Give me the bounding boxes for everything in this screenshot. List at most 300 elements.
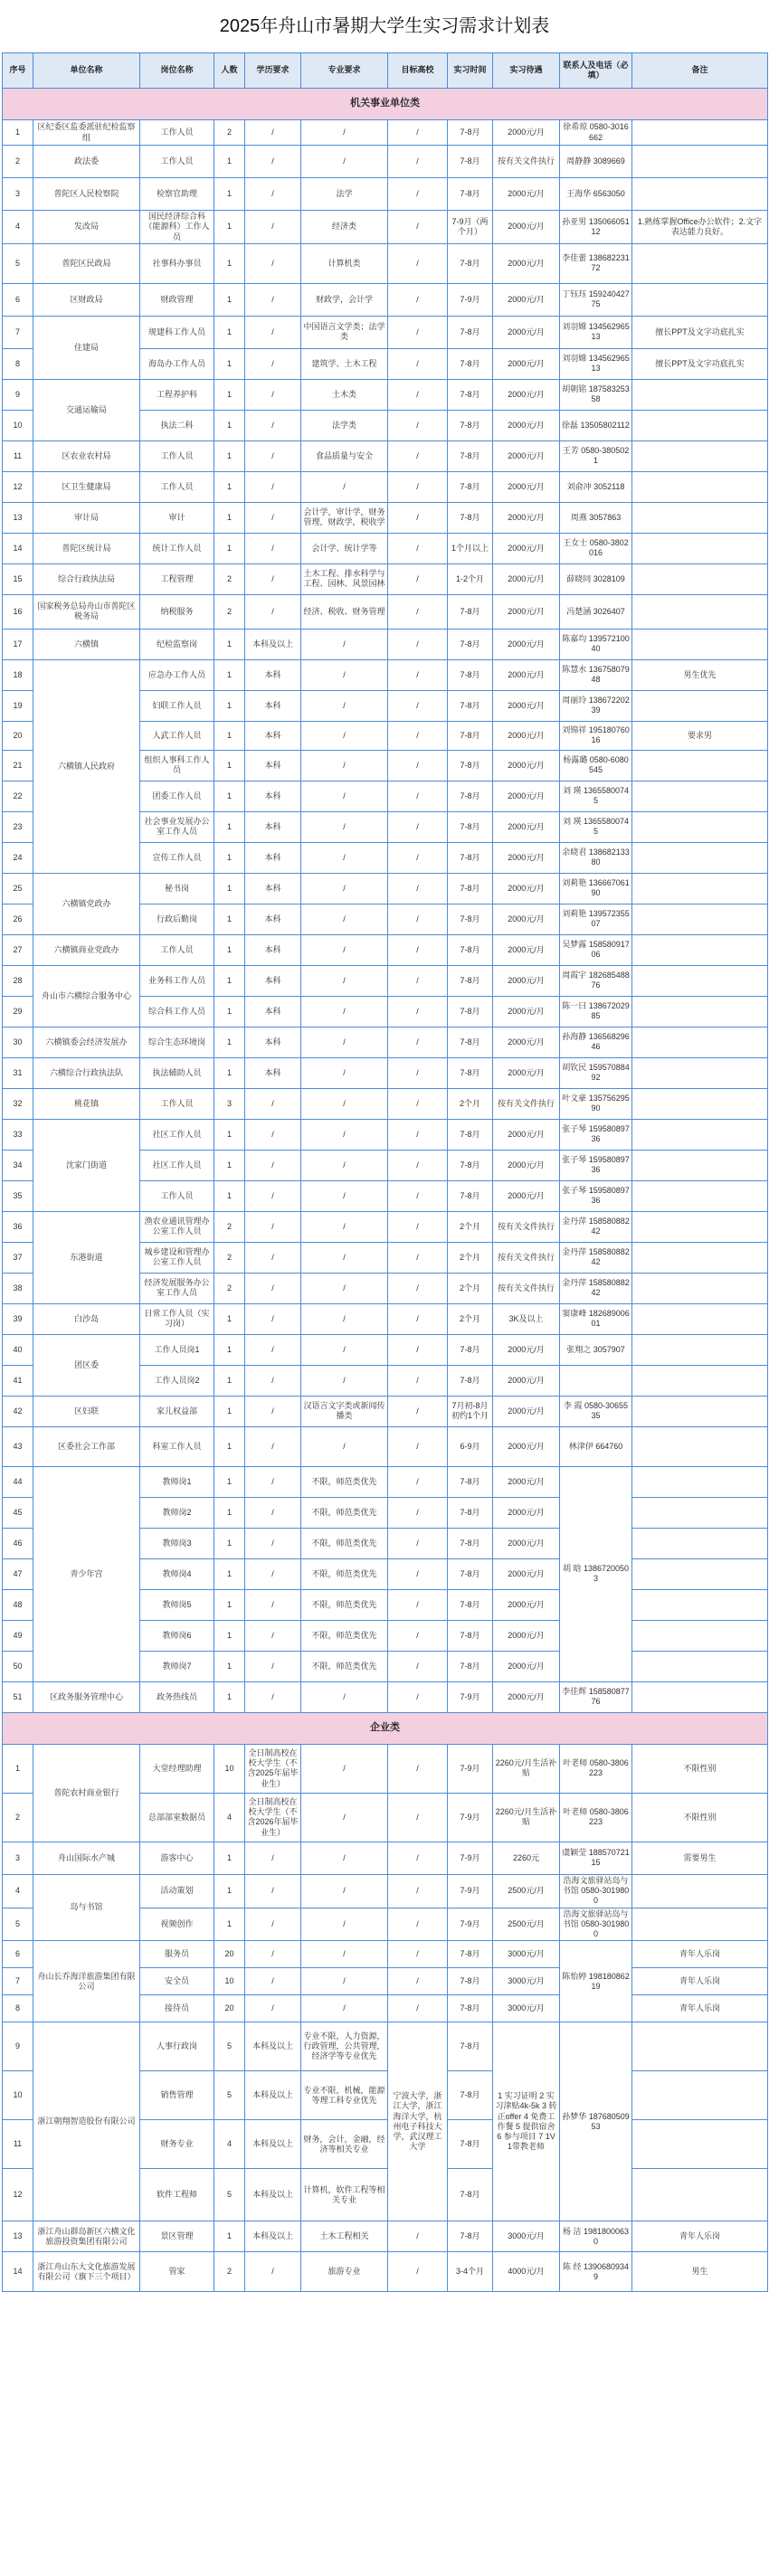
cell-education: / (245, 146, 301, 178)
cell-school: / (388, 1027, 448, 1057)
cell-major: 不限，师范类优先 (301, 1558, 388, 1589)
cell-school: / (388, 1365, 448, 1396)
cell-count: 1 (214, 1466, 245, 1497)
cell-contact: 王海华 6563050 (560, 178, 632, 211)
cell-count: 1 (214, 721, 245, 750)
cell-index: 10 (3, 2071, 33, 2120)
cell-contact: 陈嘉均 13957210040 (560, 629, 632, 659)
cell-school: / (388, 211, 448, 244)
cell-contact: 虞颖莹 18857072115 (560, 1842, 632, 1874)
cell-period: 7-8月 (448, 1466, 493, 1497)
cell-pay: 2000元/月 (493, 379, 560, 410)
cell-period: 7-9月（两个月） (448, 211, 493, 244)
header-cell: 目标高校 (388, 53, 448, 89)
cell-pay: 2000元/月 (493, 1589, 560, 1620)
cell-note: 青年人乐岗 (632, 1968, 768, 1995)
cell-note: 要求男 (632, 721, 768, 750)
cell-school: / (388, 316, 448, 348)
cell-major: / (301, 1426, 388, 1466)
cell-position: 总部部室数据员 (140, 1793, 214, 1842)
cell-contact: 胡朝铭 18758325358 (560, 379, 632, 410)
cell-major: / (301, 1908, 388, 1941)
cell-count: 1 (214, 1426, 245, 1466)
cell-position: 财政管理 (140, 283, 214, 316)
cell-position: 业务科工作人员 (140, 965, 214, 996)
cell-pay: 2000元/月 (493, 1681, 560, 1712)
cell-unit: 沈家门街道 (33, 1119, 140, 1211)
cell-pay: 2000元/月 (493, 316, 560, 348)
cell-period: 7-8月 (448, 1941, 493, 1968)
cell-major: / (301, 1057, 388, 1088)
cell-period: 7-9月 (448, 1793, 493, 1842)
cell-education: / (245, 1558, 301, 1589)
cell-school: / (388, 533, 448, 564)
cell-contact: 张翔之 3057907 (560, 1334, 632, 1365)
cell-count: 4 (214, 1793, 245, 1842)
cell-pay: 2000元/月 (493, 965, 560, 996)
cell-contact: 浩海文旅驿站岛与书馆 0580-3019800 (560, 1908, 632, 1941)
cell-note (632, 1273, 768, 1303)
cell-education: 本科 (245, 721, 301, 750)
cell-pay: 按有关文件执行 (493, 146, 560, 178)
cell-contact: 周燕 3057863 (560, 502, 632, 533)
cell-unit: 六横镇 (33, 629, 140, 659)
cell-education: / (245, 1995, 301, 2022)
cell-pay: 2000元/月 (493, 594, 560, 629)
cell-count: 4 (214, 2120, 245, 2169)
cell-contact (560, 1365, 632, 1396)
cell-position: 人武工作人员 (140, 721, 214, 750)
cell-major: 土木工程、排水科学与工程、园林、风景园林 (301, 564, 388, 594)
header-cell: 备注 (632, 53, 768, 89)
cell-note: 1.熟练掌握Office办公软件；2.文字表达能力良好。 (632, 211, 768, 244)
cell-index: 9 (3, 379, 33, 410)
cell-school: / (388, 781, 448, 811)
cell-note (632, 934, 768, 965)
cell-unit: 桃花镇 (33, 1088, 140, 1119)
cell-count: 2 (214, 1273, 245, 1303)
cell-position: 游客中心 (140, 1842, 214, 1874)
cell-contact: 杨 洁 19818000630 (560, 2221, 632, 2252)
cell-major: 财政学，会计学 (301, 283, 388, 316)
cell-education: 本科 (245, 873, 301, 904)
table-row (3, 1941, 768, 1968)
cell-index: 21 (3, 750, 33, 781)
cell-education: / (245, 1842, 301, 1874)
cell-note: 擅长PPT及文字功底扎实 (632, 348, 768, 379)
cell-education: / (245, 120, 301, 146)
cell-pay: 3K及以上 (493, 1303, 560, 1334)
cell-period: 2个月 (448, 1088, 493, 1119)
cell-index: 24 (3, 842, 33, 873)
cell-position: 教师岗4 (140, 1558, 214, 1589)
cell-position: 行政后勤岗 (140, 904, 214, 934)
cell-period: 7-8月 (448, 1995, 493, 2022)
cell-major: / (301, 934, 388, 965)
cell-education: 本科及以上 (245, 2120, 301, 2169)
cell-position: 社事科办事员 (140, 243, 214, 283)
cell-index: 12 (3, 2169, 33, 2221)
cell-count: 1 (214, 1528, 245, 1558)
cell-major: / (301, 1180, 388, 1211)
cell-position: 教师岗7 (140, 1651, 214, 1681)
cell-count: 2 (214, 594, 245, 629)
cell-position: 纪检监察岗 (140, 629, 214, 659)
cell-education: / (245, 2252, 301, 2292)
cell-unit: 普陀农村商业银行 (33, 1744, 140, 1842)
cell-note (632, 471, 768, 502)
cell-note: 青年人乐岗 (632, 1995, 768, 2022)
cell-school: / (388, 1995, 448, 2022)
cell-count: 1 (214, 410, 245, 440)
cell-pay: 1 实习证明 2 实习津贴4k-5k 3 转正offer 4 免费工作餐 5 提供宿舍 6 参与项目 7 1V1带教老师 (493, 2022, 560, 2221)
cell-note (632, 1119, 768, 1150)
cell-position: 安全员 (140, 1968, 214, 1995)
cell-index: 2 (3, 146, 33, 178)
cell-position: 教师岗3 (140, 1528, 214, 1558)
cell-period: 7-9月 (448, 1681, 493, 1712)
header-cell: 专业要求 (301, 53, 388, 89)
cell-count: 1 (214, 283, 245, 316)
cell-pay: 2000元/月 (493, 410, 560, 440)
cell-unit: 六横镇商业党政办 (33, 934, 140, 965)
cell-position: 应急办工作人员 (140, 659, 214, 690)
cell-major: 不限，师范类优先 (301, 1651, 388, 1681)
cell-education: / (245, 1150, 301, 1180)
cell-count: 1 (214, 178, 245, 211)
cell-unit: 六横综合行政执法队 (33, 1057, 140, 1088)
cell-index: 14 (3, 533, 33, 564)
cell-major: 食品质量与安全 (301, 440, 388, 471)
cell-position: 执法二科 (140, 410, 214, 440)
cell-school: / (388, 146, 448, 178)
cell-index: 38 (3, 1273, 33, 1303)
cell-position: 组织人事科工作人员 (140, 750, 214, 781)
cell-note (632, 120, 768, 146)
table-row (3, 2252, 768, 2292)
cell-pay: 2000元/月 (493, 659, 560, 690)
cell-education: / (245, 283, 301, 316)
cell-major: / (301, 1088, 388, 1119)
cell-count: 2 (214, 564, 245, 594)
cell-education: 本科 (245, 996, 301, 1027)
cell-index: 44 (3, 1466, 33, 1497)
cell-index: 37 (3, 1242, 33, 1273)
cell-school: / (388, 120, 448, 146)
cell-unit: 岛与书馆 (33, 1874, 140, 1941)
cell-pay: 2000元/月 (493, 1334, 560, 1365)
cell-note (632, 1242, 768, 1273)
cell-period: 7-8月 (448, 1968, 493, 1995)
cell-pay: 2000元/月 (493, 750, 560, 781)
cell-position: 工作人员 (140, 934, 214, 965)
cell-major: 计算机类 (301, 243, 388, 283)
cell-note (632, 1027, 768, 1057)
cell-school: / (388, 1528, 448, 1558)
section-title: 机关事业单位类 (3, 89, 768, 120)
cell-index: 49 (3, 1620, 33, 1651)
cell-unit: 舟山市六横综合服务中心 (33, 965, 140, 1027)
cell-major: / (301, 1242, 388, 1273)
cell-major: / (301, 1119, 388, 1150)
cell-period: 7-8月 (448, 1334, 493, 1365)
cell-count: 1 (214, 1842, 245, 1874)
cell-count: 1 (214, 1558, 245, 1589)
cell-school: / (388, 243, 448, 283)
cell-school: / (388, 1303, 448, 1334)
cell-major: 会计学，审计学，财务管理，财政学，税收学 (301, 502, 388, 533)
cell-index: 30 (3, 1027, 33, 1057)
cell-index: 4 (3, 1874, 33, 1908)
cell-index: 29 (3, 996, 33, 1027)
cell-major: / (301, 471, 388, 502)
cell-pay: 2000元/月 (493, 629, 560, 659)
cell-period: 7-8月 (448, 1651, 493, 1681)
cell-index: 45 (3, 1497, 33, 1528)
cell-major: 汉语言文字类或新闻传播类 (301, 1396, 388, 1426)
cell-count: 20 (214, 1995, 245, 2022)
cell-unit: 白沙岛 (33, 1303, 140, 1334)
table-row (3, 934, 768, 965)
cell-position: 社区工作人员 (140, 1150, 214, 1180)
cell-period: 7-9月 (448, 1744, 493, 1793)
cell-pay: 2000元/月 (493, 690, 560, 721)
cell-unit: 青少年宫 (33, 1466, 140, 1681)
cell-note (632, 842, 768, 873)
cell-unit: 六横镇人民政府 (33, 659, 140, 873)
cell-index: 22 (3, 781, 33, 811)
cell-index: 2 (3, 1793, 33, 1842)
cell-count: 1 (214, 1150, 245, 1180)
cell-period: 7-8月 (448, 243, 493, 283)
cell-unit: 六横镇党政办 (33, 873, 140, 934)
cell-pay: 2000元/月 (493, 211, 560, 244)
cell-count: 1 (214, 1497, 245, 1528)
cell-period: 7-8月 (448, 1497, 493, 1528)
cell-index: 8 (3, 1995, 33, 2022)
cell-major: / (301, 721, 388, 750)
cell-note (632, 1180, 768, 1211)
cell-school: / (388, 1396, 448, 1426)
cell-school: / (388, 1744, 448, 1793)
table-body (3, 89, 768, 2292)
cell-index: 20 (3, 721, 33, 750)
cell-education: / (245, 178, 301, 211)
table-row (3, 120, 768, 146)
cell-pay: 2000元/月 (493, 1497, 560, 1528)
header-cell: 联系人及电话（必填） (560, 53, 632, 89)
cell-school: / (388, 1180, 448, 1211)
cell-count: 1 (214, 934, 245, 965)
cell-major: / (301, 904, 388, 934)
cell-pay: 2000元/月 (493, 811, 560, 842)
cell-period: 1个月以上 (448, 533, 493, 564)
cell-position: 财务专业 (140, 2120, 214, 2169)
cell-school: / (388, 178, 448, 211)
cell-index: 9 (3, 2022, 33, 2071)
table-row (3, 629, 768, 659)
cell-index: 27 (3, 934, 33, 965)
header-cell: 学历要求 (245, 53, 301, 89)
cell-education: / (245, 211, 301, 244)
cell-school: / (388, 1273, 448, 1303)
internship-table (2, 52, 768, 2292)
cell-note (632, 502, 768, 533)
cell-education: / (245, 1119, 301, 1150)
cell-note (632, 1620, 768, 1651)
cell-index: 32 (3, 1088, 33, 1119)
cell-major: / (301, 1150, 388, 1180)
cell-count: 1 (214, 533, 245, 564)
cell-major: 专业不限，机械，能源等理工科专业优先 (301, 2071, 388, 2120)
cell-index: 46 (3, 1528, 33, 1558)
cell-unit: 区财政局 (33, 283, 140, 316)
cell-major: / (301, 1744, 388, 1793)
cell-major: 旅游专业 (301, 2252, 388, 2292)
table-row (3, 178, 768, 211)
cell-position: 接待员 (140, 1995, 214, 2022)
cell-school: / (388, 1620, 448, 1651)
cell-period: 7-8月 (448, 1180, 493, 1211)
cell-pay: 2000元/月 (493, 471, 560, 502)
cell-period: 2个月 (448, 1242, 493, 1273)
cell-period: 7-8月 (448, 721, 493, 750)
cell-note (632, 750, 768, 781)
cell-contact: 刘羽嫦 13456296513 (560, 348, 632, 379)
cell-school: / (388, 750, 448, 781)
cell-education: / (245, 1941, 301, 1968)
cell-education: / (245, 1497, 301, 1528)
cell-index: 33 (3, 1119, 33, 1150)
cell-count: 1 (214, 629, 245, 659)
cell-pay: 4000元/月 (493, 2252, 560, 2292)
cell-count: 1 (214, 1119, 245, 1150)
cell-unit: 普陀区人民检察院 (33, 178, 140, 211)
cell-education: / (245, 1968, 301, 1995)
cell-note: 青年人乐岗 (632, 2221, 768, 2252)
cell-count: 1 (214, 1396, 245, 1426)
cell-school: / (388, 410, 448, 440)
cell-contact: 陈一曰 13867202985 (560, 996, 632, 1027)
cell-position: 审计 (140, 502, 214, 533)
cell-index: 4 (3, 211, 33, 244)
cell-note (632, 1303, 768, 1334)
cell-contact: 周霞宇 18268548876 (560, 965, 632, 996)
cell-pay: 3000元/月 (493, 1941, 560, 1968)
cell-period: 7-8月 (448, 471, 493, 502)
cell-education: 本科 (245, 1057, 301, 1088)
cell-major: 不限，师范类优先 (301, 1466, 388, 1497)
cell-count: 2 (214, 120, 245, 146)
cell-education: 全日制高校在校大学生（不含2026年届毕业生） (245, 1793, 301, 1842)
cell-unit: 浙江舟山群岛新区六横文化旅游投资集团有限公司 (33, 2221, 140, 2252)
cell-period: 7-8月 (448, 502, 493, 533)
cell-period: 7-8月 (448, 996, 493, 1027)
cell-major: / (301, 1365, 388, 1396)
cell-count: 3 (214, 1088, 245, 1119)
cell-school: / (388, 1681, 448, 1712)
cell-school: / (388, 1466, 448, 1497)
cell-period: 7月初-8月初约1个月 (448, 1396, 493, 1426)
cell-period: 2个月 (448, 1303, 493, 1334)
cell-pay: 2000元/月 (493, 533, 560, 564)
cell-major: / (301, 1681, 388, 1712)
cell-count: 2 (214, 1211, 245, 1242)
cell-education: / (245, 1651, 301, 1681)
cell-position: 教师岗5 (140, 1589, 214, 1620)
cell-school: / (388, 471, 448, 502)
cell-note (632, 629, 768, 659)
cell-count: 1 (214, 1303, 245, 1334)
cell-unit: 区政务服务管理中心 (33, 1681, 140, 1712)
cell-pay: 2260元/月生活补贴 (493, 1744, 560, 1793)
cell-note (632, 533, 768, 564)
cell-contact: 李佳辉 15858087776 (560, 1681, 632, 1712)
cell-count: 10 (214, 1744, 245, 1793)
cell-major: / (301, 1334, 388, 1365)
cell-education: / (245, 1620, 301, 1651)
table-row (3, 1842, 768, 1874)
cell-contact: 林津伊 664760 (560, 1426, 632, 1466)
cell-unit: 六横镇委会经济发展办 (33, 1027, 140, 1057)
cell-school: / (388, 1589, 448, 1620)
cell-school: / (388, 1874, 448, 1908)
cell-school: / (388, 629, 448, 659)
cell-major: / (301, 1273, 388, 1303)
cell-note (632, 564, 768, 594)
cell-index: 25 (3, 873, 33, 904)
cell-major: 会计学、统计学等 (301, 533, 388, 564)
cell-position: 规建科工作人员 (140, 316, 214, 348)
table-row (3, 1334, 768, 1365)
cell-unit: 住建局 (33, 316, 140, 379)
cell-education: 本科 (245, 659, 301, 690)
cell-note (632, 146, 768, 178)
cell-contact: 徐希琼 0580-3016662 (560, 120, 632, 146)
cell-education: / (245, 1088, 301, 1119)
cell-period: 7-8月 (448, 1150, 493, 1180)
cell-period: 7-8月 (448, 690, 493, 721)
section-header (3, 1712, 768, 1744)
cell-period: 7-8月 (448, 1620, 493, 1651)
cell-note (632, 1558, 768, 1589)
cell-count: 1 (214, 750, 245, 781)
cell-index: 7 (3, 1968, 33, 1995)
cell-note: 男生 (632, 2252, 768, 2292)
cell-education: / (245, 533, 301, 564)
cell-contact: 刘 瑛 13655800745 (560, 781, 632, 811)
cell-contact: 李 霞 0580-3065535 (560, 1396, 632, 1426)
cell-index: 14 (3, 2252, 33, 2292)
cell-note (632, 873, 768, 904)
cell-education: / (245, 1180, 301, 1211)
cell-pay: 2000元/月 (493, 120, 560, 146)
cell-count: 1 (214, 904, 245, 934)
table-row (3, 533, 768, 564)
cell-position: 人事行政岗 (140, 2022, 214, 2071)
cell-period: 7-8月 (448, 842, 493, 873)
cell-pay: 2000元/月 (493, 1150, 560, 1180)
table-row (3, 1211, 768, 1242)
cell-education: / (245, 1426, 301, 1466)
cell-major: / (301, 1968, 388, 1995)
cell-pay: 2000元/月 (493, 348, 560, 379)
cell-major: 不限，师范类优先 (301, 1528, 388, 1558)
cell-period: 7-8月 (448, 2071, 493, 2120)
cell-major: / (301, 659, 388, 690)
cell-major: / (301, 1211, 388, 1242)
cell-period: 7-8月 (448, 379, 493, 410)
